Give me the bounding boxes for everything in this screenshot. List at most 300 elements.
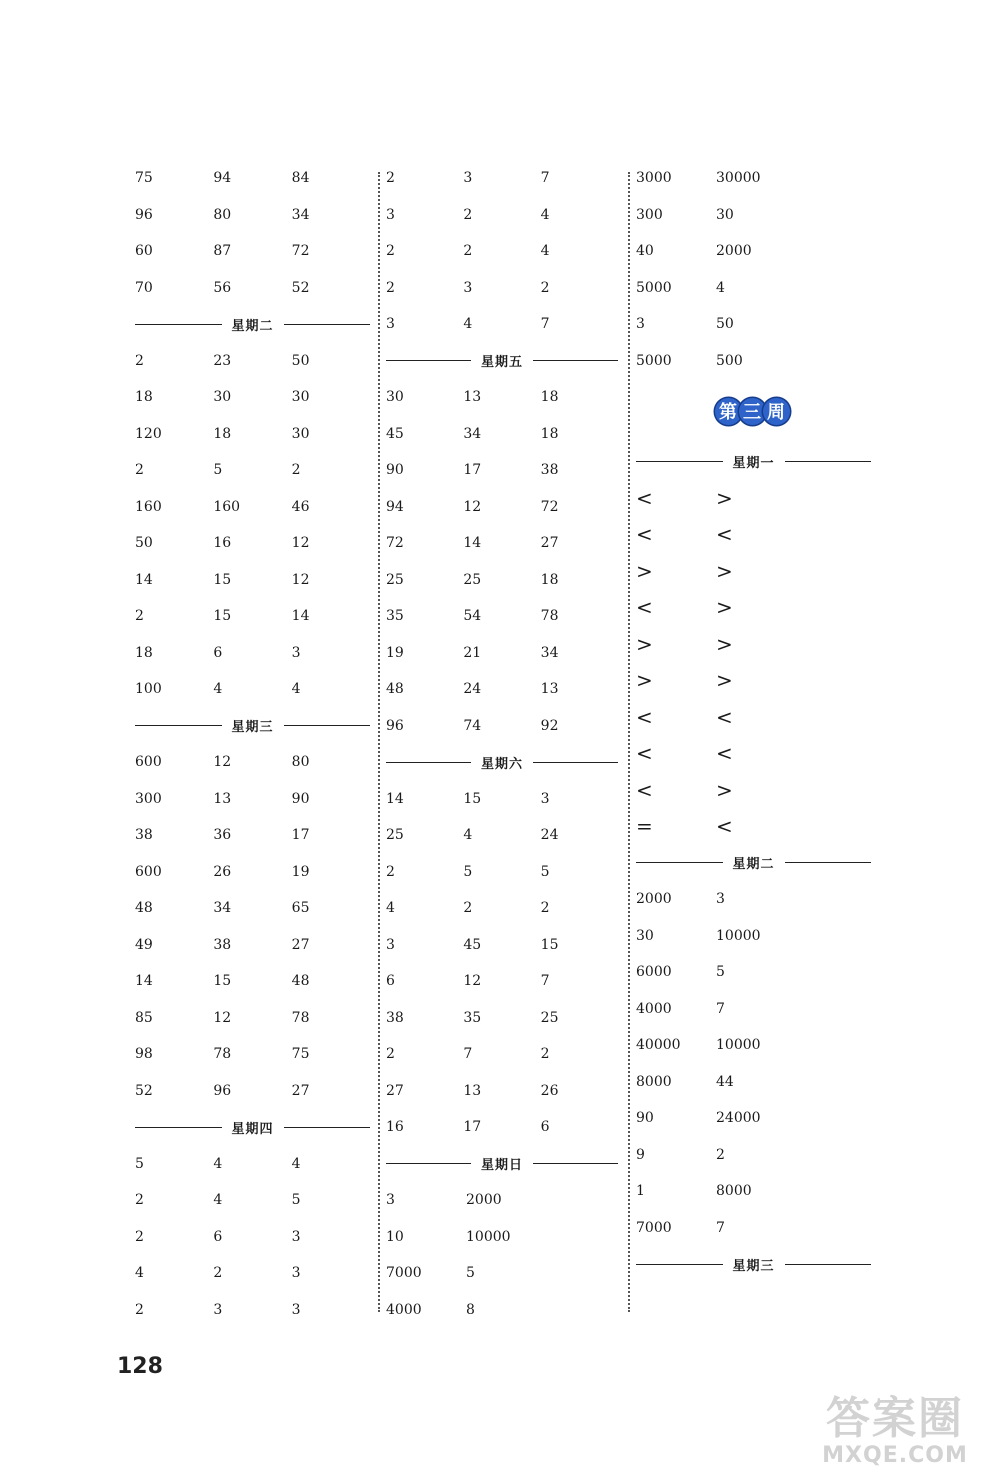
answer-value: 18: [540, 425, 559, 442]
answer-value: 4: [135, 1265, 144, 1282]
answer-value: 12: [291, 535, 310, 552]
answer-row: [135, 854, 370, 891]
answer-value: 10000: [716, 1037, 761, 1054]
answer-row: [135, 635, 370, 672]
answer-row: [135, 671, 370, 708]
answer-row: [636, 1210, 871, 1247]
answer-value: 2: [386, 1046, 395, 1063]
answer-row: [386, 927, 618, 964]
answer-row: [135, 1073, 370, 1110]
answer-row: [386, 781, 618, 818]
answer-value: 7: [540, 170, 550, 187]
comparison-symbol: >: [716, 777, 733, 802]
answer-value: 96: [386, 717, 404, 734]
day-header: [135, 708, 370, 745]
answer-row: [135, 270, 370, 307]
answer-value: 16: [386, 1119, 404, 1136]
header-rule: [135, 1127, 222, 1128]
answer-value: 12: [213, 1009, 232, 1026]
answer-row: [135, 1219, 370, 1256]
answer-row: [636, 233, 871, 270]
answer-row: [135, 416, 370, 453]
answer-value: 36: [213, 827, 232, 844]
answer-value: 18: [135, 644, 153, 661]
header-rule: [636, 461, 723, 462]
header-rule: [135, 725, 222, 726]
answer-value: 30: [716, 206, 734, 223]
answer-value: 2: [213, 1265, 223, 1282]
answer-value: 4: [716, 279, 725, 296]
comparison-row: [636, 626, 871, 663]
answer-value: 300: [135, 790, 162, 807]
answer-row: [135, 1036, 370, 1073]
answer-value: 46: [291, 498, 310, 515]
comparison-symbol: >: [716, 668, 733, 693]
answer-value: 5: [716, 964, 725, 981]
answer-value: 2: [716, 1146, 725, 1163]
answer-value: 3: [636, 316, 645, 333]
answer-value: 3: [291, 1228, 301, 1245]
answer-value: 2000: [636, 891, 672, 908]
answer-row: [135, 1292, 370, 1329]
comparison-row: [636, 662, 871, 699]
answer-row: [386, 1073, 618, 1110]
answer-row: [386, 379, 618, 416]
day-label: 星期四: [231, 1121, 274, 1137]
answer-row: [386, 306, 618, 343]
header-rule: [785, 461, 872, 462]
answer-value: 2: [386, 170, 395, 187]
answer-row: [135, 598, 370, 635]
answer-value: 72: [386, 535, 404, 552]
page-number: 128: [117, 1354, 163, 1379]
answer-row: [386, 1219, 618, 1256]
day-label: 星期日: [481, 1158, 524, 1174]
header-rule: [284, 324, 371, 325]
comparison-symbol: <: [636, 485, 653, 510]
header-rule: [284, 725, 371, 726]
answer-value: 13: [540, 681, 559, 698]
answer-value: 6000: [636, 964, 672, 981]
answer-value: 4: [291, 681, 301, 698]
answer-value: 13: [463, 389, 482, 406]
answer-value: 19: [291, 863, 310, 880]
answer-value: 27: [386, 1082, 404, 1099]
answer-value: 78: [540, 608, 559, 625]
answer-value: 72: [540, 498, 559, 515]
answer-value: 18: [540, 389, 559, 406]
watermark-logo: [800, 1395, 990, 1468]
answer-value: 72: [291, 243, 310, 260]
answer-row: [135, 197, 370, 234]
answer-value: 300: [636, 206, 663, 223]
header-rule: [135, 324, 222, 325]
answer-value: 90: [636, 1110, 654, 1127]
day-header: [636, 1246, 871, 1283]
comparison-symbol: >: [636, 558, 653, 583]
answer-row: [636, 881, 871, 918]
answer-row: [386, 197, 618, 234]
answer-value: 3: [386, 1192, 395, 1209]
answer-value: 24: [540, 827, 559, 844]
answer-row: [135, 562, 370, 599]
answer-value: 23: [213, 352, 232, 369]
day-label: 星期一: [732, 455, 775, 471]
answer-value: 18: [135, 389, 153, 406]
answer-value: 2: [540, 900, 550, 917]
answer-row: [636, 1173, 871, 1210]
answer-value: 2: [540, 279, 550, 296]
answer-value: 38: [213, 936, 232, 953]
answer-row: [135, 525, 370, 562]
comparison-symbol: >: [716, 485, 733, 510]
answer-value: 5: [540, 863, 550, 880]
answer-value: 94: [386, 498, 404, 515]
comparison-symbol: <: [636, 741, 653, 766]
comparison-symbol: >: [716, 631, 733, 656]
answer-value: 45: [463, 936, 482, 953]
answer-value: 85: [135, 1009, 153, 1026]
answer-value: 10000: [466, 1228, 511, 1245]
answer-value: 5: [135, 1155, 144, 1172]
answer-value: 45: [386, 425, 404, 442]
answer-value: 7: [540, 316, 550, 333]
answer-row: [135, 343, 370, 380]
answer-value: 21: [463, 644, 482, 661]
answer-value: 27: [540, 535, 559, 552]
answer-value: 5: [466, 1265, 475, 1282]
answer-value: 18: [540, 571, 559, 588]
answer-value: 65: [291, 900, 310, 917]
answer-value: 2: [463, 900, 473, 917]
answer-value: 49: [135, 936, 153, 953]
answer-value: 80: [213, 206, 232, 223]
day-label: 星期二: [231, 318, 274, 334]
answer-row: [636, 1064, 871, 1101]
answer-value: 25: [386, 827, 404, 844]
answer-value: 15: [213, 608, 232, 625]
week-header: [636, 379, 871, 443]
answer-value: 30: [291, 425, 310, 442]
answer-value: 75: [135, 170, 153, 187]
week-badge: [718, 398, 790, 425]
answer-row: [636, 991, 871, 1028]
answer-value: 4000: [636, 1000, 672, 1017]
answer-value: 160: [213, 498, 241, 515]
day-label: 星期三: [732, 1258, 775, 1274]
answer-value: 17: [463, 462, 482, 479]
answer-value: 500: [716, 352, 743, 369]
watermark-text: 答案圈: [826, 1393, 964, 1444]
answer-row: [386, 416, 618, 453]
day-header: [636, 845, 871, 882]
answer-row: [135, 1255, 370, 1292]
comparison-symbol: <: [636, 777, 653, 802]
answer-value: 24000: [716, 1110, 761, 1127]
answer-value: 3: [291, 1265, 301, 1282]
answer-value: 4: [291, 1155, 301, 1172]
answer-value: 18: [213, 425, 232, 442]
answer-value: 120: [135, 425, 162, 442]
answer-value: 17: [463, 1119, 482, 1136]
answer-row: [636, 197, 871, 234]
comparison-symbol: >: [636, 631, 653, 656]
answer-row: [386, 635, 618, 672]
answer-value: 2: [135, 462, 144, 479]
answer-value: 600: [135, 863, 162, 880]
answer-value: 34: [213, 900, 232, 917]
answer-value: 4: [213, 681, 223, 698]
header-rule: [284, 1127, 371, 1128]
answer-value: 94: [213, 170, 232, 187]
answer-value: 4: [540, 206, 550, 223]
answer-value: 34: [291, 206, 310, 223]
answer-row: [386, 1109, 618, 1146]
answer-value: 50: [716, 316, 734, 333]
comparison-symbol: <: [636, 522, 653, 547]
day-label: 星期三: [231, 720, 274, 736]
answer-row: [386, 562, 618, 599]
answer-value: 90: [291, 790, 310, 807]
answer-row: [636, 1027, 871, 1064]
answer-value: 15: [213, 973, 232, 990]
answer-value: 3: [386, 316, 395, 333]
answer-value: 40: [636, 243, 654, 260]
answer-value: 78: [213, 1046, 232, 1063]
day-header: [386, 744, 618, 781]
week-badge-char: 第: [715, 398, 742, 425]
answer-value: 2: [463, 243, 473, 260]
comparison-symbol: <: [636, 704, 653, 729]
answer-value: 10: [386, 1228, 404, 1245]
answer-row: [386, 963, 618, 1000]
answer-value: 6: [540, 1119, 550, 1136]
answer-column-1: [135, 160, 370, 1328]
answer-row: [135, 160, 370, 197]
answer-value: 3: [291, 644, 301, 661]
answer-value: 3: [540, 790, 550, 807]
answer-row: [636, 160, 871, 197]
header-rule: [386, 762, 471, 763]
answer-value: 2: [291, 462, 301, 479]
answer-row: [386, 525, 618, 562]
answer-value: 5000: [636, 352, 672, 369]
answer-row: [386, 160, 618, 197]
answer-value: 90: [386, 462, 404, 479]
answer-value: 92: [540, 717, 559, 734]
header-rule: [785, 1264, 872, 1265]
answer-value: 3: [463, 279, 473, 296]
answer-value: 14: [386, 790, 404, 807]
comparison-row: [636, 516, 871, 553]
answer-row: [386, 671, 618, 708]
answer-value: 44: [716, 1073, 734, 1090]
answer-value: 96: [213, 1082, 232, 1099]
header-rule: [386, 1163, 471, 1164]
answer-row: [135, 927, 370, 964]
answer-row: [135, 233, 370, 270]
answer-value: 16: [213, 535, 232, 552]
answer-value: 54: [463, 608, 482, 625]
answer-row: [135, 489, 370, 526]
answer-row: [386, 1182, 618, 1219]
day-label: 星期六: [481, 756, 524, 772]
answer-value: 7: [540, 973, 550, 990]
answer-value: 78: [291, 1009, 310, 1026]
answer-row: [135, 1182, 370, 1219]
answer-value: 6: [213, 644, 223, 661]
answer-column-3: [636, 160, 871, 1283]
answer-value: 14: [291, 608, 310, 625]
header-rule: [636, 862, 723, 863]
answer-value: 9: [636, 1146, 645, 1163]
answer-value: 30000: [716, 170, 761, 187]
day-header: [636, 443, 871, 480]
answer-value: 5: [213, 462, 223, 479]
comparison-row: [636, 772, 871, 809]
answer-row: [386, 1255, 618, 1292]
answer-value: 600: [135, 754, 162, 771]
answer-row: [386, 1000, 618, 1037]
answer-value: 12: [463, 498, 482, 515]
answer-value: 7: [716, 1219, 725, 1236]
answer-row: [386, 270, 618, 307]
answer-row: [386, 890, 618, 927]
answer-row: [636, 306, 871, 343]
answer-value: 2: [135, 1301, 144, 1318]
answer-value: 13: [213, 790, 232, 807]
answer-value: 25: [463, 571, 482, 588]
answer-value: 2: [386, 279, 395, 296]
day-header: [135, 1109, 370, 1146]
answer-value: 50: [291, 352, 310, 369]
answer-value: 5: [463, 863, 473, 880]
answer-value: 48: [135, 900, 153, 917]
week-badge-char: 三: [739, 398, 766, 425]
answer-value: 38: [540, 462, 559, 479]
answer-value: 7000: [636, 1219, 672, 1236]
answer-value: 12: [213, 754, 232, 771]
answer-value: 70: [135, 279, 153, 296]
answer-value: 25: [540, 1009, 559, 1026]
answer-value: 74: [463, 717, 482, 734]
answer-value: 5000: [636, 279, 672, 296]
answer-value: 8000: [636, 1073, 672, 1090]
comparison-row: [636, 808, 871, 845]
answer-value: 15: [213, 571, 232, 588]
answer-value: 48: [291, 973, 310, 990]
answer-value: 2: [540, 1046, 550, 1063]
answer-value: 1: [636, 1183, 645, 1200]
answer-value: 80: [291, 754, 310, 771]
answer-value: 56: [213, 279, 232, 296]
answer-row: [135, 379, 370, 416]
answer-value: 75: [291, 1046, 310, 1063]
answer-value: 30: [213, 389, 232, 406]
answer-value: 6: [386, 973, 395, 990]
comparison-symbol: >: [716, 558, 733, 583]
column-divider: [628, 172, 630, 1312]
day-label: 星期二: [732, 857, 775, 873]
answer-value: 2: [135, 608, 144, 625]
answer-value: 60: [135, 243, 153, 260]
answer-row: [636, 343, 871, 380]
answer-row: [386, 854, 618, 891]
comparison-row: [636, 480, 871, 517]
answer-value: 100: [135, 681, 162, 698]
week-badge-char: 周: [763, 398, 790, 425]
answer-value: 3: [463, 170, 473, 187]
answer-value: 35: [386, 608, 404, 625]
answer-value: 12: [291, 571, 310, 588]
answer-value: 26: [540, 1082, 559, 1099]
answer-value: 14: [463, 535, 482, 552]
answer-value: 3: [213, 1301, 223, 1318]
answer-value: 7: [463, 1046, 473, 1063]
comparison-row: [636, 553, 871, 590]
answer-value: 4: [463, 316, 473, 333]
answer-value: 5: [291, 1192, 301, 1209]
answer-value: 8: [466, 1301, 475, 1318]
answer-value: 25: [386, 571, 404, 588]
answer-row: [386, 598, 618, 635]
answer-row: [636, 918, 871, 955]
answer-value: 38: [386, 1009, 404, 1026]
comparison-symbol: =: [636, 814, 653, 839]
answer-value: 4: [540, 243, 550, 260]
answer-value: 96: [135, 206, 153, 223]
comparison-symbol: <: [716, 741, 733, 766]
answer-row: [386, 1292, 618, 1329]
answer-value: 4: [386, 900, 395, 917]
answer-value: 52: [291, 279, 310, 296]
answer-row: [636, 270, 871, 307]
answer-value: 7: [716, 1000, 725, 1017]
answer-value: 3: [291, 1301, 301, 1318]
comparison-symbol: <: [716, 522, 733, 547]
answer-value: 2000: [716, 243, 752, 260]
watermark-url: MXQE.COM: [822, 1443, 968, 1468]
answer-value: 30: [636, 927, 654, 944]
answer-value: 4: [213, 1155, 223, 1172]
header-rule: [533, 360, 618, 361]
answer-value: 2: [463, 206, 473, 223]
answer-value: 7000: [386, 1265, 422, 1282]
answer-value: 52: [135, 1082, 153, 1099]
answer-row: [386, 1036, 618, 1073]
comparison-symbol: <: [716, 704, 733, 729]
answer-value: 10000: [716, 927, 761, 944]
answer-row: [386, 233, 618, 270]
answer-value: 30: [386, 389, 404, 406]
answer-value: 15: [540, 936, 559, 953]
answer-value: 34: [540, 644, 559, 661]
answer-row: [386, 817, 618, 854]
answer-value: 2: [135, 352, 144, 369]
day-header: [386, 343, 618, 380]
answer-value: 35: [463, 1009, 482, 1026]
answer-row: [135, 452, 370, 489]
answer-column-2: [386, 160, 618, 1328]
comparison-symbol: <: [636, 595, 653, 620]
comparison-row: [636, 735, 871, 772]
comparison-symbol: <: [716, 814, 733, 839]
answer-value: 14: [135, 973, 153, 990]
answer-value: 27: [291, 1082, 310, 1099]
answer-row: [636, 1137, 871, 1174]
answer-row: [135, 1146, 370, 1183]
answer-value: 50: [135, 535, 153, 552]
